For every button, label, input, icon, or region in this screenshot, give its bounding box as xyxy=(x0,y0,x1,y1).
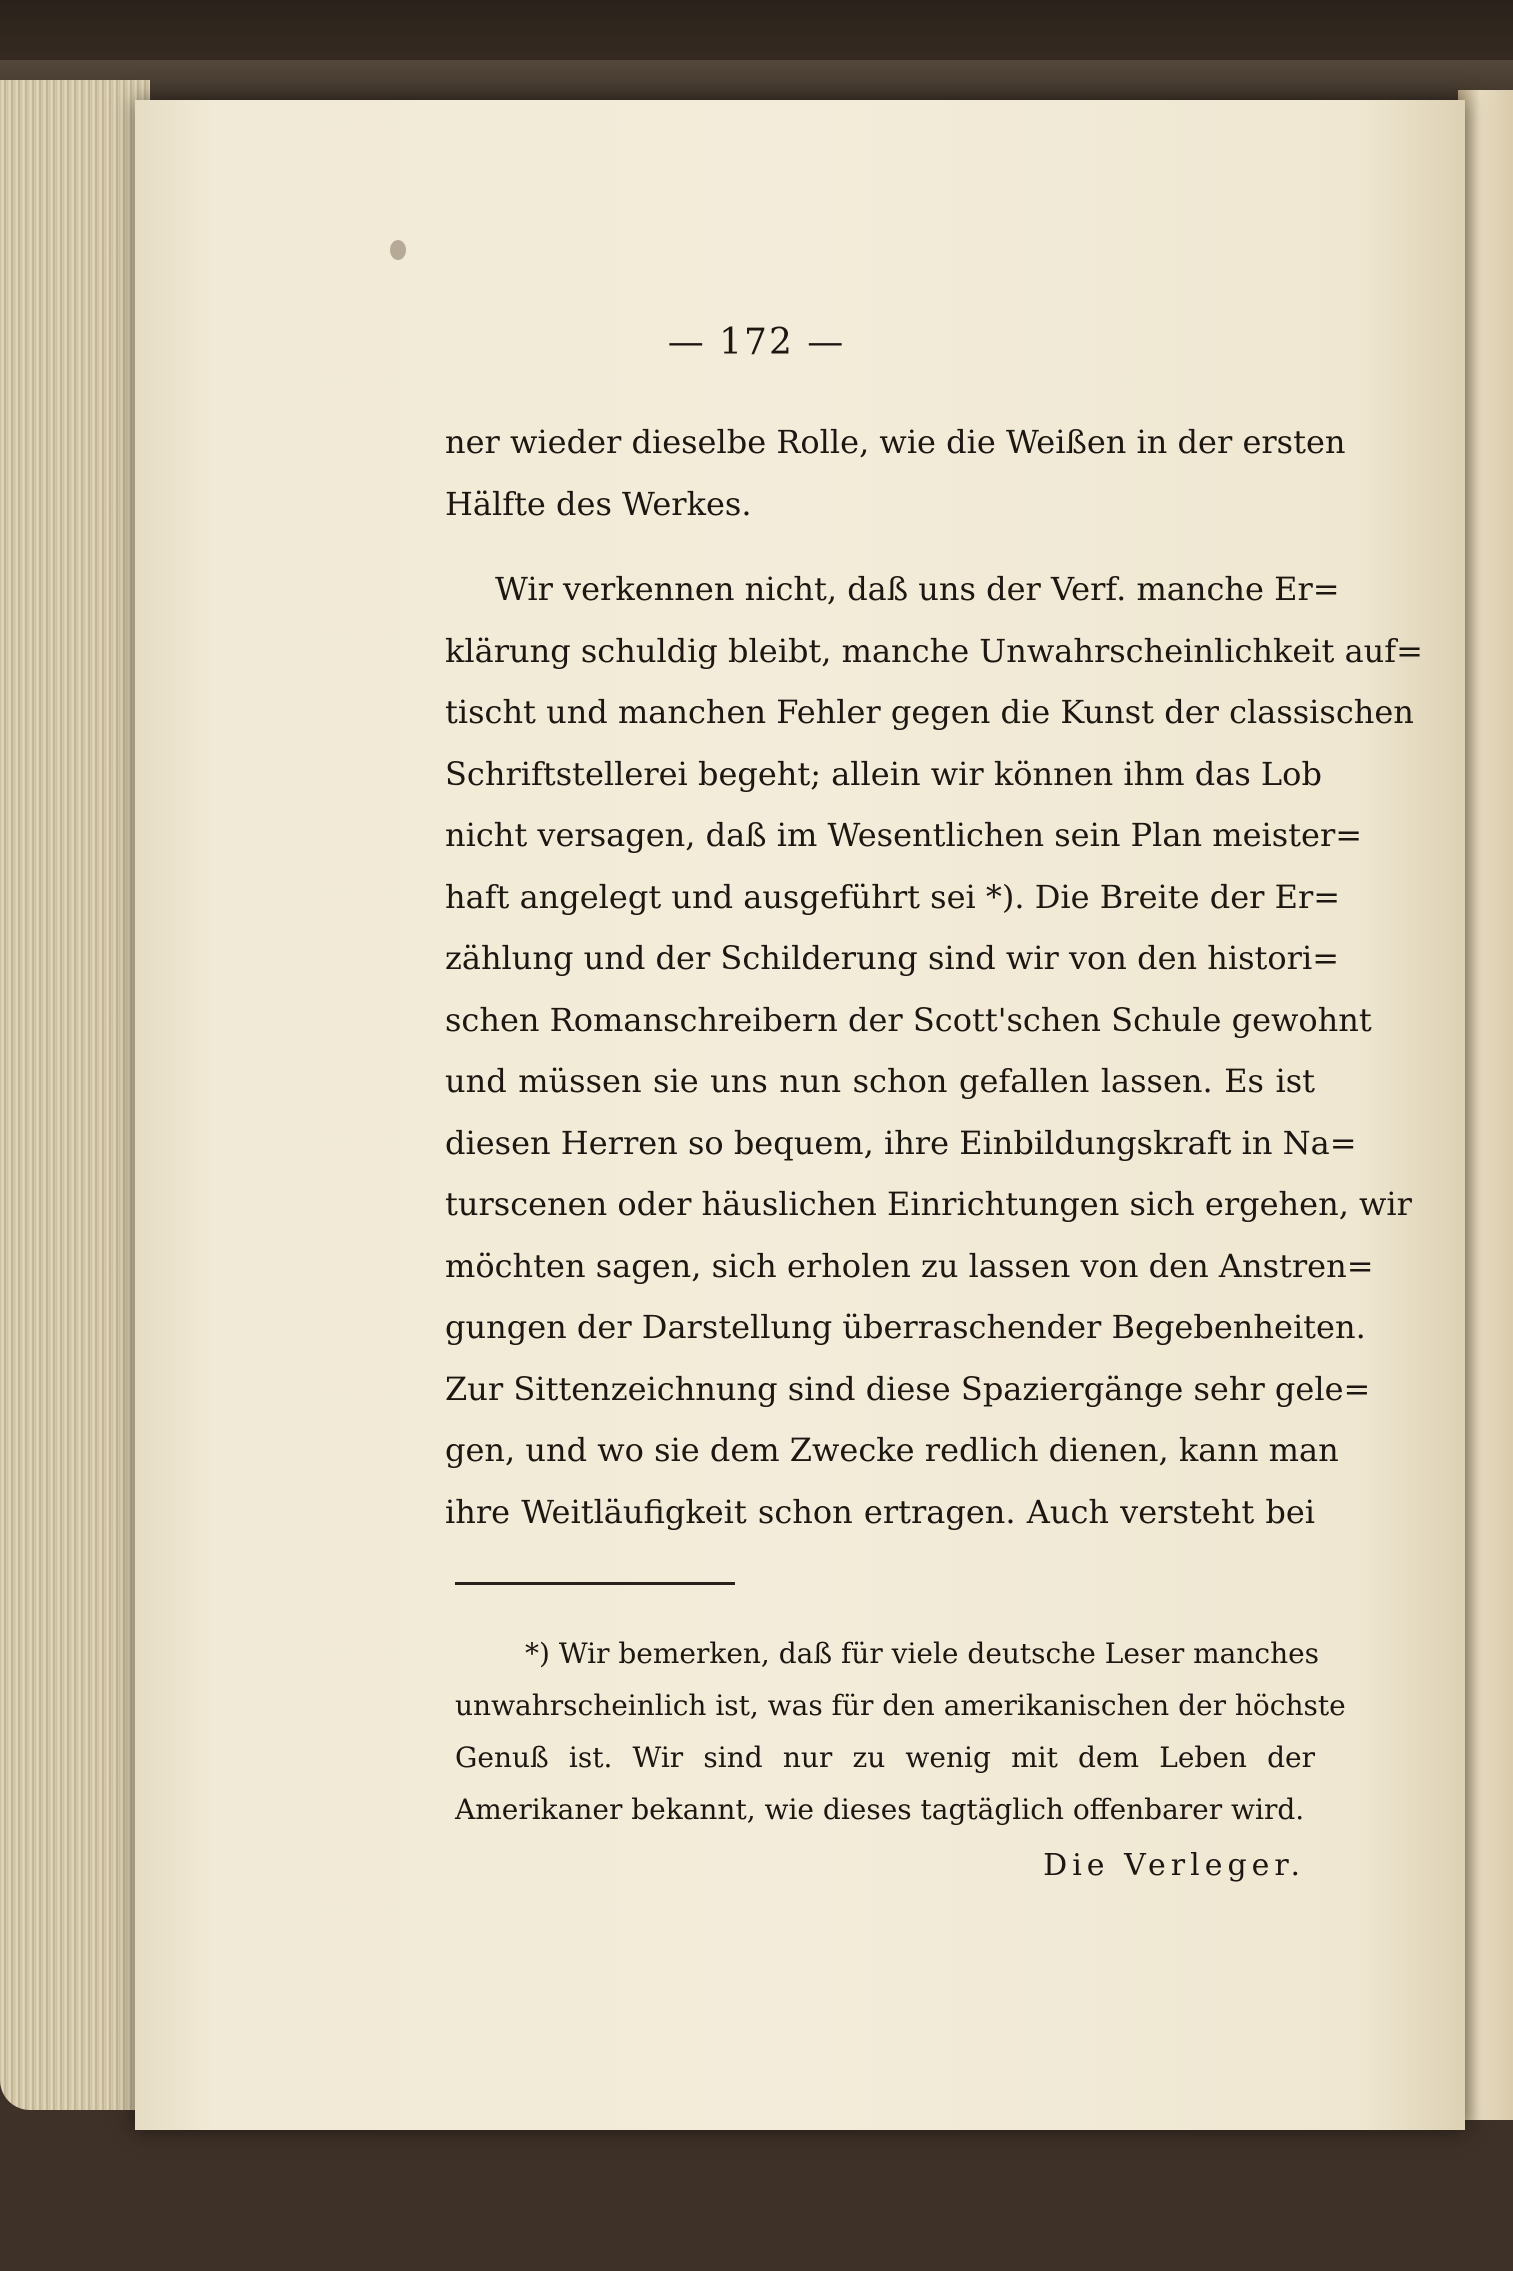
main-text xyxy=(445,315,1423,1543)
text-line: Hälfte des Werkes. xyxy=(445,484,752,523)
facing-page-edge xyxy=(1458,90,1513,2120)
text-line: gen, und wo sie dem Zwecke redlich dienen, kann man xyxy=(445,1431,1339,1469)
paper-stain xyxy=(390,240,406,260)
text-line: diesen Herren so bequem, ihre Einbildungskraft in Na= xyxy=(445,1123,1357,1162)
footnote-line: unwahrscheinlich ist, was für den amerikanischen der höchste xyxy=(455,1689,1346,1722)
footnote-line: Genuß ist. Wir sind nur zu wenig mit dem Leben der xyxy=(455,1741,1315,1774)
text-line: Schriftstellerei begeht; allein wir können ihm das Lob xyxy=(445,754,1322,793)
text-line: Wir verkennen nicht, daß uns der Verf. manche Er= xyxy=(495,570,1340,608)
text-line: haft angelegt und ausgeführt sei *). Die Breite der Er= xyxy=(445,877,1341,916)
text-line: möchten sagen, sich erholen zu lassen von den Anstren= xyxy=(445,1246,1374,1285)
page-number: — 172 — xyxy=(667,322,846,363)
text-line: zählung und der Schilderung sind wir von den histori= xyxy=(445,939,1340,977)
text-line: turscenen oder häuslichen Einrichtungen sich ergehen, wir xyxy=(445,1185,1412,1223)
text-line: Zur Sittenzeichnung sind diese Spaziergänge sehr gele= xyxy=(445,1369,1371,1408)
text-line: ihre Weitläufigkeit schon ertragen. Auch versteht bei xyxy=(445,1492,1315,1531)
text-line: gungen der Darstellung überraschender Begebenheiten. xyxy=(445,1308,1366,1346)
text-line: nicht versagen, daß im Wesentlichen sein Plan meister= xyxy=(445,816,1363,854)
footnote-line: *) Wir bemerken, daß für viele deutsche Leser manches xyxy=(525,1637,1320,1670)
footnote-line: Amerikaner bekannt, wie dieses tagtäglich offenbarer wird. xyxy=(455,1793,1305,1826)
text-line: ner wieder dieselbe Rolle, wie die Weißen in der ersten xyxy=(445,423,1346,461)
text-line: und müssen sie uns nun schon gefallen lassen. Es ist xyxy=(445,1062,1315,1100)
page-stack-edge xyxy=(0,80,150,2110)
text-line: tischt und manchen Fehler gegen die Kunst der classischen xyxy=(445,693,1414,731)
footnote xyxy=(455,1628,1346,1896)
footnote-divider xyxy=(455,1582,735,1585)
footnote-signature: Die Verleger. xyxy=(1043,1848,1305,1883)
text-line: klärung schuldig bleibt, manche Unwahrscheinlichkeit auf= xyxy=(445,631,1423,670)
text-line: schen Romanschreibern der Scott'schen Schule gewohnt xyxy=(445,1000,1372,1039)
